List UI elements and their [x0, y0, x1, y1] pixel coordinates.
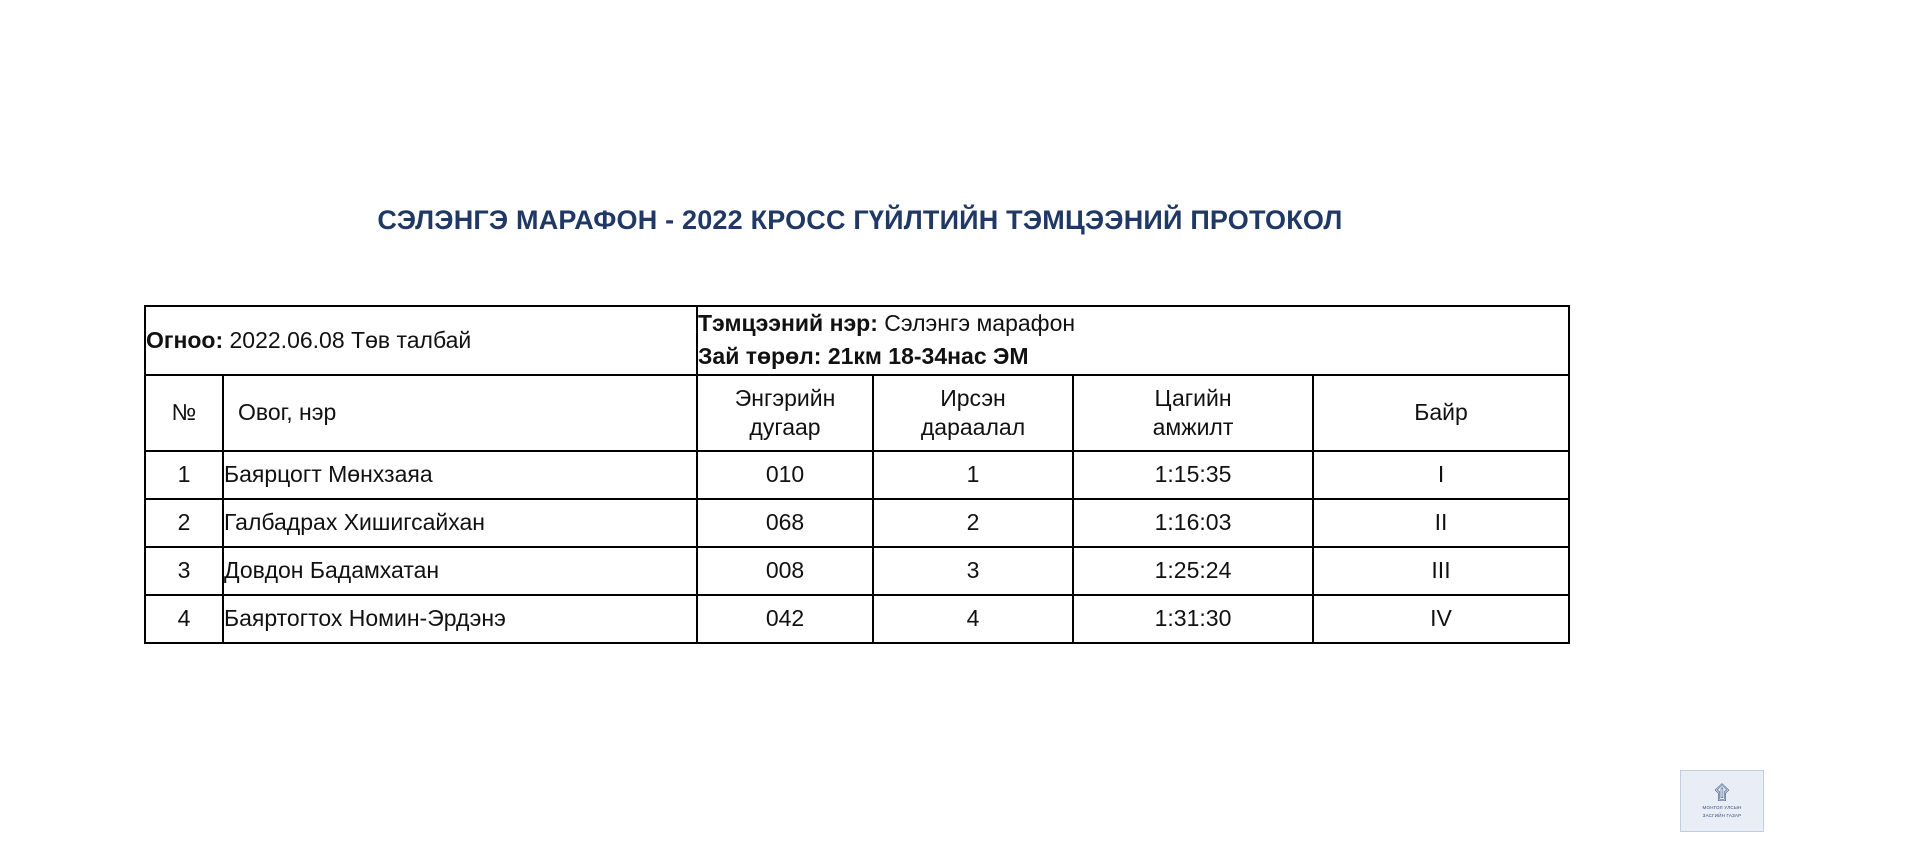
meta-distance-label: Зай төрөл:: [698, 343, 822, 370]
cell-place: IV: [1313, 595, 1569, 643]
cell-bib: 008: [697, 547, 873, 595]
table-row: [145, 595, 1569, 643]
meta-event-line: [698, 307, 1568, 340]
cell-num: 1: [145, 451, 223, 499]
meta-date-cell: [145, 306, 697, 375]
cell-place: III: [1313, 547, 1569, 595]
meta-event-value: Сэлэнгэ марафон: [884, 310, 1076, 336]
meta-event-label: Тэмцээний нэр:: [698, 310, 878, 336]
table-header-row: [145, 375, 1569, 451]
column-header-place: Байр: [1313, 375, 1569, 451]
cell-order: 2: [873, 499, 1073, 547]
meta-distance-line: [698, 340, 1568, 373]
table-meta-row: [145, 306, 1569, 375]
cell-num: 4: [145, 595, 223, 643]
column-header-num: №: [145, 375, 223, 451]
cell-num: 2: [145, 499, 223, 547]
cell-name: Баяртогтох Номин-Эрдэнэ: [223, 595, 697, 643]
cell-time: 1:25:24: [1073, 547, 1313, 595]
cell-order: 1: [873, 451, 1073, 499]
cell-name: Галбадрах Хишигсайхан: [223, 499, 697, 547]
cell-num: 3: [145, 547, 223, 595]
meta-date-value: 2022.06.08 Төв талбай: [229, 326, 472, 353]
cell-bib: 042: [697, 595, 873, 643]
meta-date-label: Огноо:: [146, 326, 224, 353]
cell-place: I: [1313, 451, 1569, 499]
cell-order: 3: [873, 547, 1073, 595]
government-emblem-icon: [1680, 770, 1764, 832]
results-table: [144, 305, 1570, 644]
emblem-caption-line1: МОНГОЛ УЛСЫН: [1702, 805, 1742, 811]
cell-name: Довдон Бадамхатан: [223, 547, 697, 595]
cell-time: 1:15:35: [1073, 451, 1313, 499]
table-row: [145, 451, 1569, 499]
column-header-bib: Энгэрийн дугаар: [697, 375, 873, 451]
table-row: [145, 499, 1569, 547]
column-header-order: Ирсэн дараалал: [873, 375, 1073, 451]
cell-time: 1:31:30: [1073, 595, 1313, 643]
cell-place: II: [1313, 499, 1569, 547]
table-row: [145, 547, 1569, 595]
meta-distance-value: 21км 18-34нас ЭМ: [827, 343, 1029, 370]
emblem-caption-line2: ЗАСГИЙН ГАЗАР: [1702, 813, 1742, 818]
meta-event-cell: [697, 306, 1569, 375]
cell-order: 4: [873, 595, 1073, 643]
cell-bib: 010: [697, 451, 873, 499]
cell-name: Баярцогт Мөнхзаяа: [223, 451, 697, 499]
page-title: СЭЛЭНГЭ МАРАФОН - 2022 КРОСС ГҮЙЛТИЙН ТЭМЦЭЭНИЙ ПРОТОКОЛ: [377, 205, 1343, 235]
column-header-name: Овог, нэр: [223, 375, 697, 451]
cell-time: 1:16:03: [1073, 499, 1313, 547]
cell-bib: 068: [697, 499, 873, 547]
column-header-time: Цагийн амжилт: [1073, 375, 1313, 451]
soyombo-glyph-icon: ۩: [1714, 782, 1730, 805]
